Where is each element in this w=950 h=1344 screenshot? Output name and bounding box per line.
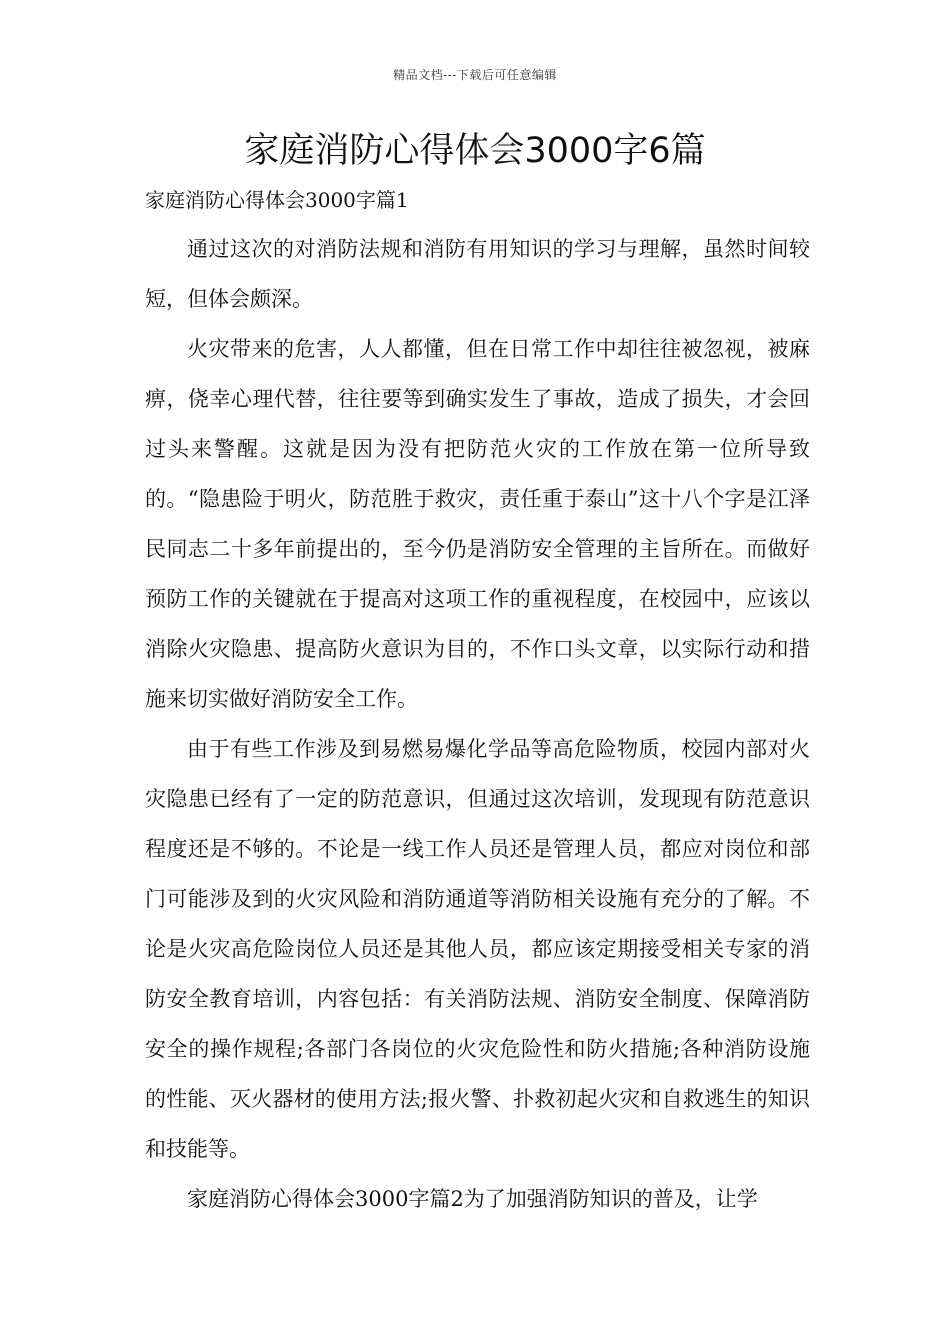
section-heading: 家庭消防心得体会3000字篇1 bbox=[145, 188, 409, 212]
document-title: 家庭消防心得体会3000字6篇 bbox=[244, 131, 706, 171]
paragraph: 火灾带来的危害，人人都懂，但在日常工作中却往往被忽视，被麻痹，侥幸心理代替，往往要等到确实发生了事故，造成了损失，才会回过头来警醒。这就是因为没有把防范火灾的工作放在第一位所导致的。“隐患险于明火，防范胜于救灾，责任重于泰山”这十八个字是江泽民同志二十多年前提出的，至今仍是消防安全管理的主旨所在。而做好预防工作的关键就在于提高对这项工作的重视程度，在校园中，应该以消除火灾隐患、提高防火意识为目的，不作口头文章，以实际行动和措施来切实做好消防安全工作。 bbox=[145, 337, 810, 711]
header-note: 精品文档---下载后可任意编辑 bbox=[393, 68, 557, 82]
paragraph: 由于有些工作涉及到易燃易爆化学品等高危险物质，校园内部对火灾隐患已经有了一定的防范意识，但通过这次培训，发现现有防范意识程度还是不够的。不论是一线工作人员还是管理人员，都应对岗位和部门可能涉及到的火灾风险和消防通道等消防相关设施有充分的了解。不论是火灾高危险岗位人员还是其他人员，都应该定期接受相关专家的消防安全教育培训，内容包括：有关消防法规、消防安全制度、保障消防安全的操作规程;各部门各岗位的火灾危险性和防火措施;各种消防设施的性能、灭火器材的使用方法;报火警、扑救初起火灾和自救逃生的知识和技能等。 bbox=[145, 737, 810, 1161]
paragraph: 家庭消防心得体会3000字篇2为了加强消防知识的普及，让学 bbox=[187, 1187, 758, 1211]
paragraph: 通过这次的对消防法规和消防有用知识的学习与理解，虽然时间较短，但体会颇深。 bbox=[145, 237, 810, 311]
document-body bbox=[145, 224, 810, 1224]
